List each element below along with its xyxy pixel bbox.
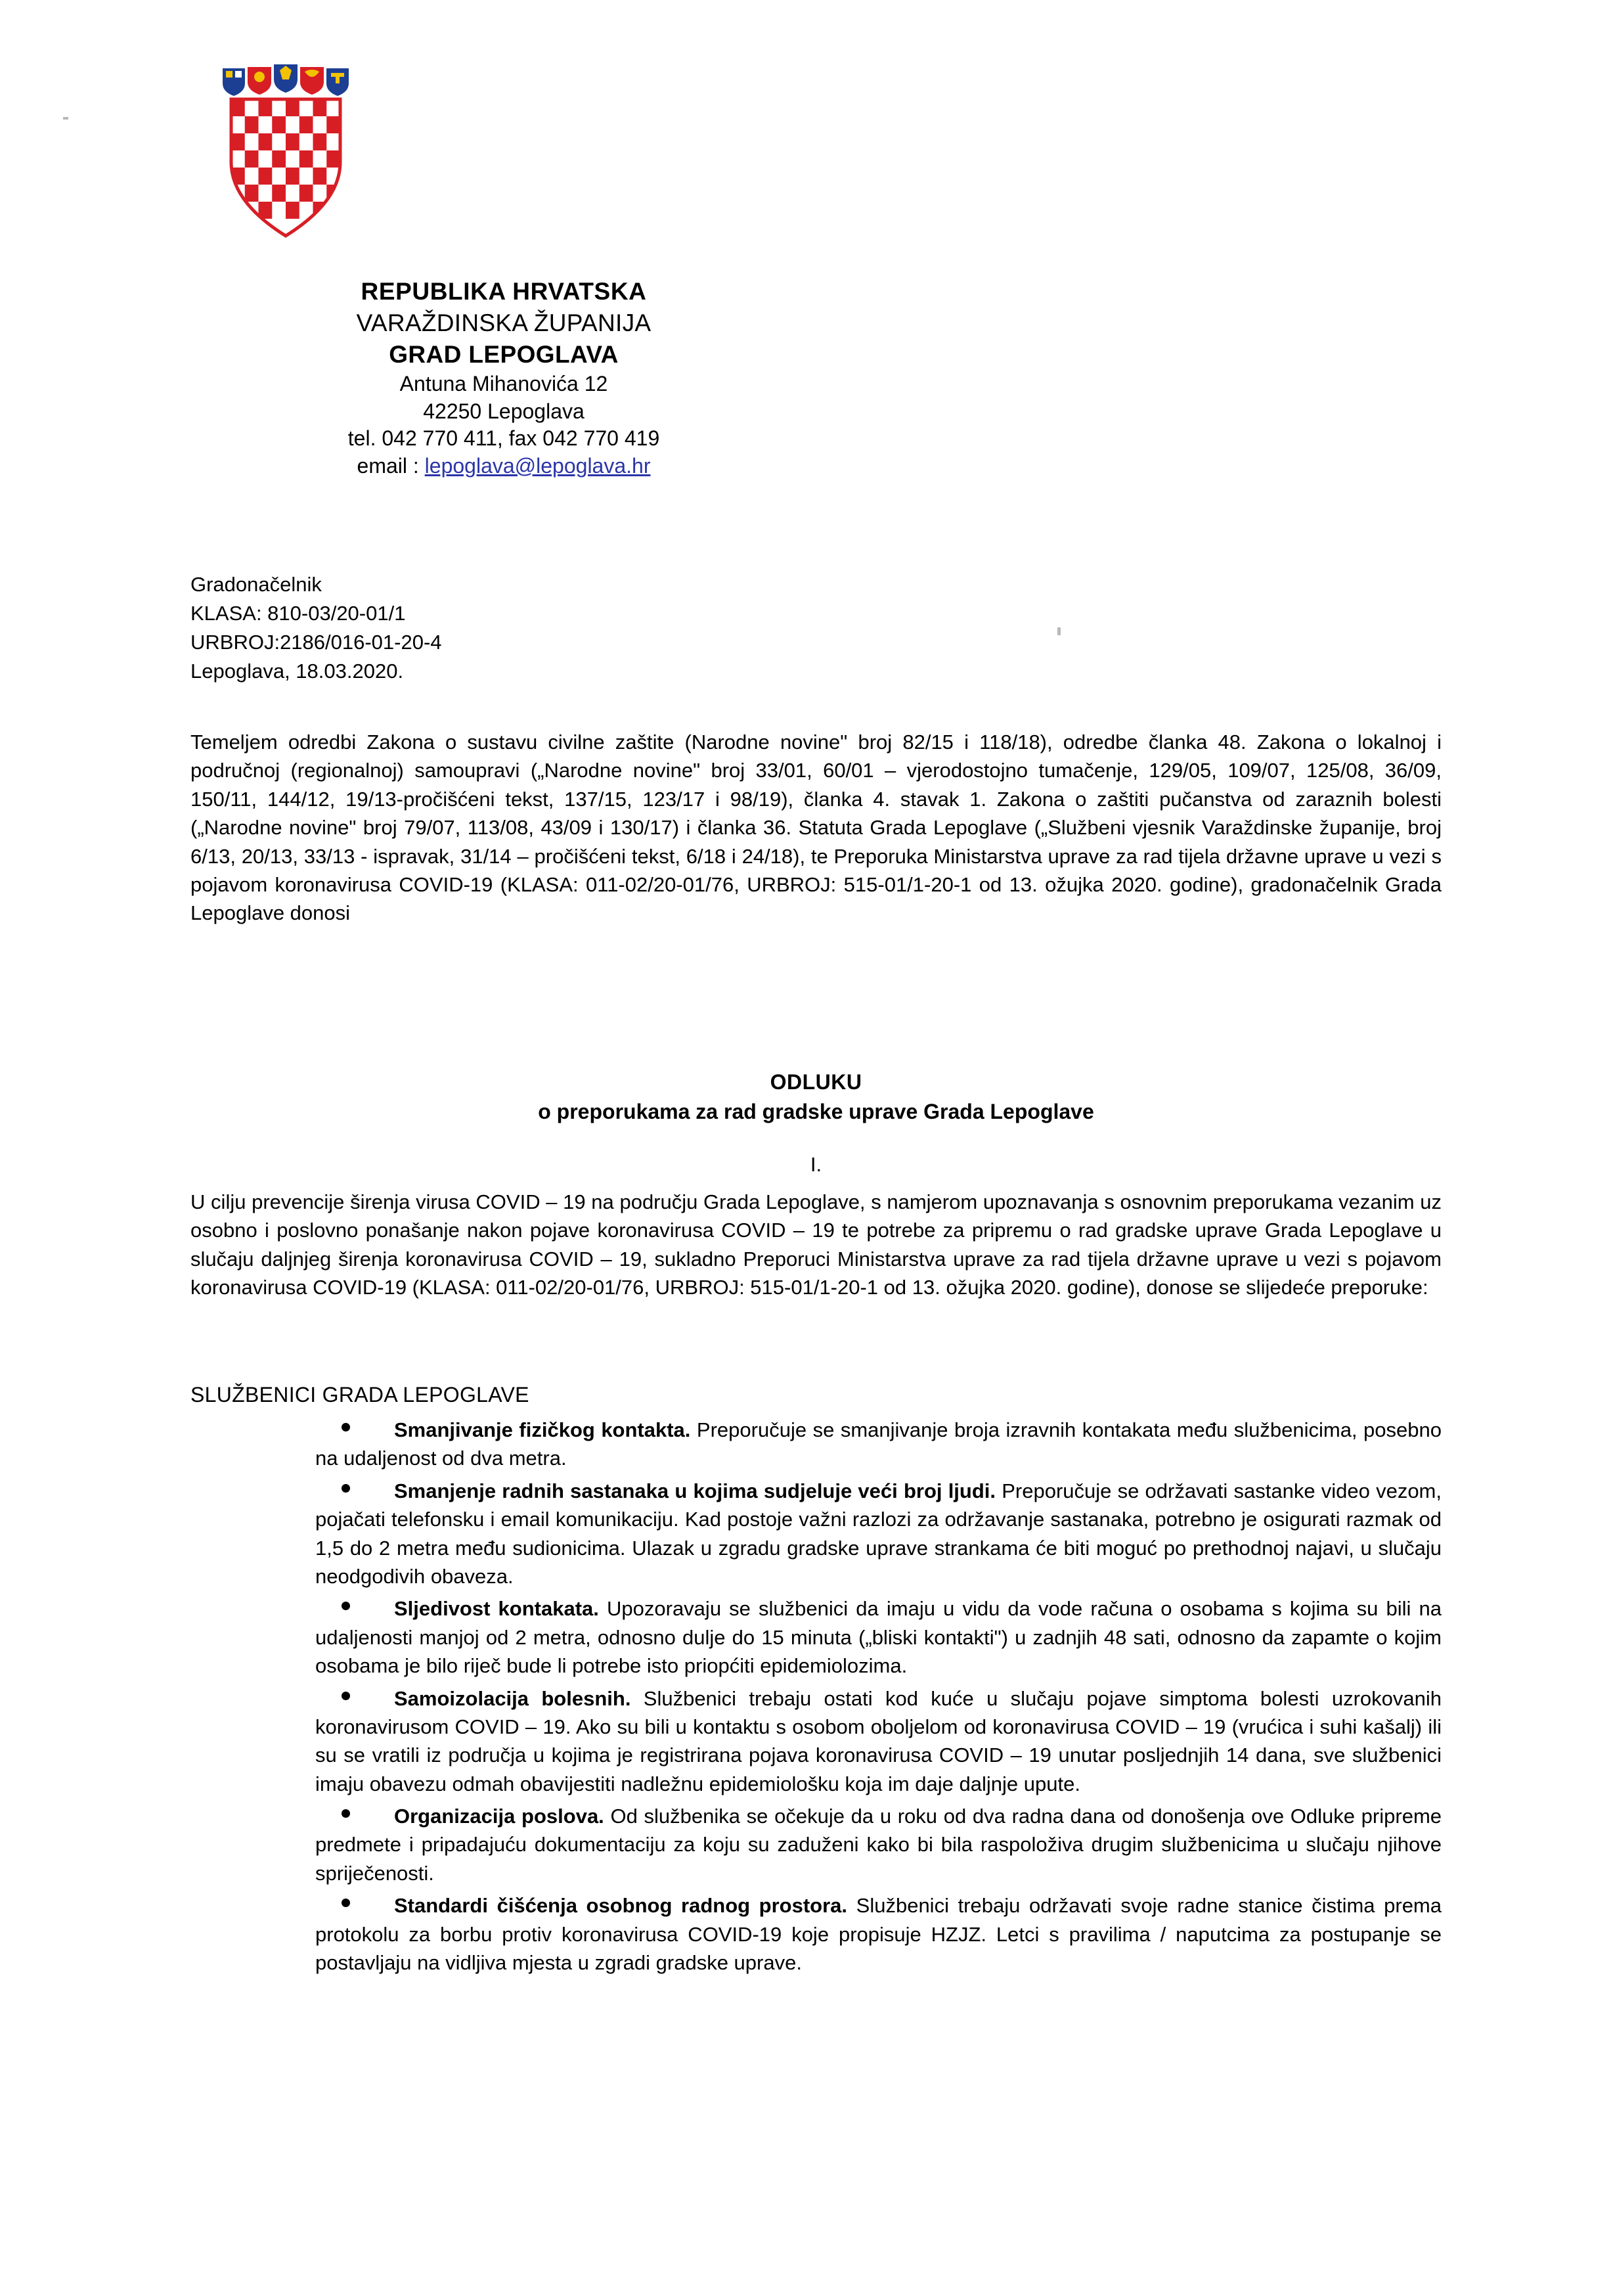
coat-of-arms (217, 62, 355, 243)
decision-title-main: ODLUKU (770, 1070, 862, 1094)
email-line (166, 453, 842, 480)
list-item-text: Od službenika se očekuje da u roku od dva radna dana od donošenja ove Odluke pripreme predmete i pripadajuću dokumentaciju za koju su zaduženi kako bi bila raspoloživa drugim službenicima u slučaju njihove spriječenosti. (315, 1805, 1442, 1885)
postal-city: 42250 Lepoglava (423, 399, 585, 423)
list-item (190, 1594, 1442, 1680)
list-item (190, 1416, 1442, 1473)
list-item (190, 1802, 1442, 1887)
list-item-text: Službenici trebaju ostati kod kuće u slučaju pojave simptoma bolesti uzrokovanih koronavirusom COVID – 19. Ako su bili u kontaktu s osobom oboljelom od koronavirusa COVID – 19 (vrućica i suhi kašalj) ili su se vratili iz područja u kojima je registrirana pojava koronavirusa COVID – 19 unutar posljednjih 14 dana, sve službenici imaju obavezu odmah obavijestiti nadležnu epidemiološku koja im daje daljnje upute. (315, 1686, 1442, 1795)
list-item-lead: Smanjivanje fizičkog kontakta. (394, 1418, 691, 1441)
list-item-text: Upozoravaju se službenici da imaju u vidu da vode računa o osobama s kojima su bili na udaljenosti manjoj od 2 metra, odnosno dulje do 15 minuta („bliski kontakti") u zadnjih 48 sati, odnosno da zapamte o kojim osobama je bilo riječ bude li potrebe isto priopćiti epidemiolozima. (315, 1597, 1442, 1678)
section-numeral: I. (810, 1153, 822, 1176)
email-link[interactable]: lepoglava@lepoglava.hr (424, 454, 651, 478)
phone-fax: tel. 042 770 411, fax 042 770 419 (347, 426, 660, 451)
list-item (190, 1891, 1442, 1977)
section-one-text: U cilju prevencije širenja virusa COVID – 19 na području Grada Lepoglave, s namjerom upoznavanja s osnovnim preporukama vezanim uz osobno i poslovno ponašanje nakon pojave koronavirusa COVID – 19 te potrebe za pripremu o rad gradske uprave Grada Lepoglave u slučaju daljnjeg širenja koronavirusa COVID – 19, sukladno Preporuci Ministarstva uprave za rad tijela državne uprave u vezi s pojavom koronavirusa COVID-19 (KLASA: 011-02/20-01/76, URBROJ: 515-01/1-20-1 od 13. ožujka 2020. godine), donose se slijedeće preporuke: (190, 1190, 1442, 1299)
list-item-lead: Organizacija poslova. (394, 1805, 604, 1828)
list-item-lead: Sljedivost kontakata. (394, 1597, 599, 1621)
bullet-dot (342, 1692, 350, 1700)
meta-klasa: KLASA: 810-03/20-01/1 (190, 602, 406, 625)
scan-speck (1057, 627, 1061, 635)
meta-urbroj: URBROJ:2186/016-01-20-4 (190, 631, 442, 654)
country-name: REPUBLIKA HRVATSKA (361, 278, 647, 305)
meta-role: Gradonačelnik (190, 573, 322, 596)
list-item-text: Preporučuje se održavati sastanke video vezom, pojačati telefonsku i email komunikaciju. Kad postoje važni razlozi za održavanje sastanaka, potrebno je osigurati razmak od 1,5 do 2 metra među sudionicima. Ulazak u zgradu gradske uprave strankama će biti moguć po prethodnoj najavi, u slučaju neodgodivih obaveza. (315, 1479, 1442, 1588)
list-item-lead: Smanjenje radnih sastanaka u kojima sudjeluje veći broj ljudi. (394, 1479, 996, 1502)
bullet-dot (342, 1809, 350, 1818)
decision-title (190, 1068, 1442, 1127)
county-name: VARAŽDINSKA ŽUPANIJA (356, 309, 652, 337)
bullet-dot (342, 1423, 350, 1431)
list-item (190, 1684, 1442, 1799)
scan-speck (63, 117, 68, 120)
list-item-text: Službenici trebaju održavati svoje radne stanice čistima prema protokolu za borbu protiv koronavirusa COVID-19 koje propisuje HZJZ. Letci s pravilima / naputcima za postupanje se postavljaju na vidljiva mjesta u zgradi gradske uprave. (315, 1894, 1442, 1975)
list-item-lead: Standardi čišćenja osobnog radnog prostora. (394, 1894, 848, 1918)
legal-preamble: Temeljem odredbi Zakona o sustavu civilne zaštite (Narodne novine" broj 82/15 i 118/18), odredbe članka 48. Zakona o lokalnoj i područnoj (regionalnoj) samoupravi („Narodne novine" broj 33/01, 60/01 – vjerodostojno tumačenje, 129/05, 109/07, 125/08, 36/09, 150/11, 144/12, 19/13-pročišćeni tekst, 137/15, 123/17 i 98/19), članka 4. stavak 1. Zakona o zaštiti pučanstva od zaraznih bolesti („Narodne novine" broj 79/07, 113/08, 43/09 i 130/17) i članka 36. Statuta Grada Lepoglave („Službeni vjesnik Varaždinske županije, broj 6/13, 20/13, 33/13 - ispravak, 31/14 – pročišćeni tekst, 6/18 i 24/18), te Preporuka Ministarstva uprave za rad tijela državne uprave u vezi s pojavom koronavirusa COVID-19 (KLASA: 011-02/20-01/76, URBROJ: 515-01/1-20-1 od 13. ožujka 2020. godine), gradonačelnik Grada Lepoglave donosi (190, 731, 1442, 925)
recommendations-list (190, 1416, 1442, 1981)
email-label: email : (357, 454, 425, 478)
decision-title-sub: o preporukama za rad gradske uprave Grada Lepoglave (538, 1099, 1094, 1123)
meta-place-date: Lepoglava, 18.03.2020. (190, 660, 404, 683)
list-item-lead: Samoizolacija bolesnih. (394, 1686, 631, 1710)
street-address: Antuna Mihanovića 12 (399, 372, 608, 396)
list-item-text: Preporučuje se smanjivanje broja izravnih kontakata među službenicima, posebno na udaljenost od dva metra. (315, 1418, 1442, 1470)
employees-heading: SLUŽBENICI GRADA LEPOGLAVE (190, 1383, 529, 1407)
list-item (190, 1477, 1442, 1591)
city-name: GRAD LEPOGLAVA (389, 341, 619, 369)
bullet-dot (342, 1484, 350, 1493)
letterhead (166, 276, 842, 480)
document-meta (190, 570, 442, 686)
